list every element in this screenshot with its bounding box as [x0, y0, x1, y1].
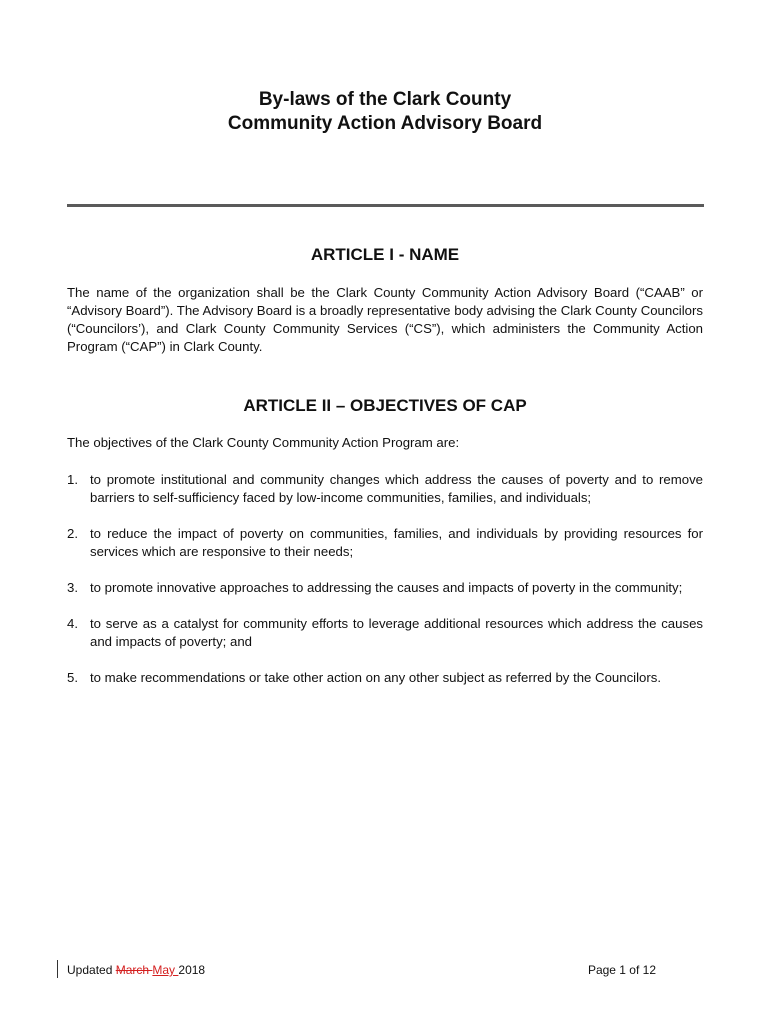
- list-item: [67, 579, 703, 597]
- list-item-text: to serve as a catalyst for community efforts to leverage additional resources which address the causes and impacts of poverty; and: [90, 616, 703, 649]
- revision-change-bar: [57, 960, 58, 978]
- list-item-number: 4.: [67, 616, 78, 631]
- article-1-paragraph: The name of the organization shall be the Clark County Community Action Advisory Board (“CAAB” or “Advisory Board”). The Advisory Board is a broadly representative body advising the Clark County Councilors (“Councilors’), and Clark County Community Services (“CS”), which administers the Community Action Program (“CAP”) in Clark County.: [67, 285, 703, 354]
- list-item: [67, 669, 703, 687]
- document-title-line-2: Community Action Advisory Board: [227, 113, 543, 134]
- article-1-heading: ARTICLE I - NAME: [310, 245, 460, 264]
- list-item-number: 3.: [67, 580, 78, 595]
- footer-updated-prefix: Updated: [67, 963, 116, 977]
- list-item-text: to promote institutional and community changes which address the causes of poverty and to remove barriers to self-sufficiency faced by low-income communities, families, and individuals;: [90, 472, 703, 505]
- list-item-text: to make recommendations or take other action on any other subject as referred by the Councilors.: [90, 670, 662, 685]
- footer-inserted-month: May: [152, 963, 179, 977]
- objectives-list: [67, 471, 703, 705]
- list-item: [67, 471, 703, 507]
- list-item-text: to reduce the impact of poverty on communities, families, and individuals by providing resources for services which are responsive to their needs;: [90, 526, 703, 559]
- list-item-number: 2.: [67, 526, 78, 541]
- footer-updated-date: [67, 962, 205, 978]
- list-item-number: 1.: [67, 472, 78, 487]
- list-item: [67, 525, 703, 561]
- footer-year: 2018: [178, 963, 206, 977]
- footer-deleted-month: March: [115, 963, 153, 977]
- article-2-heading: ARTICLE II – OBJECTIVES OF CAP: [243, 396, 527, 415]
- footer-page-number: Page 1 of 12: [587, 963, 656, 977]
- list-item-text: to promote innovative approaches to addressing the causes and impacts of poverty in the community;: [90, 580, 683, 595]
- document-title: [0, 88, 770, 136]
- title-divider: [67, 204, 704, 207]
- list-item-number: 5.: [67, 670, 78, 685]
- list-item: [67, 615, 703, 651]
- article-2-intro: The objectives of the Clark County Community Action Program are:: [67, 435, 460, 450]
- document-title-line-1: By-laws of the Clark County: [258, 89, 512, 110]
